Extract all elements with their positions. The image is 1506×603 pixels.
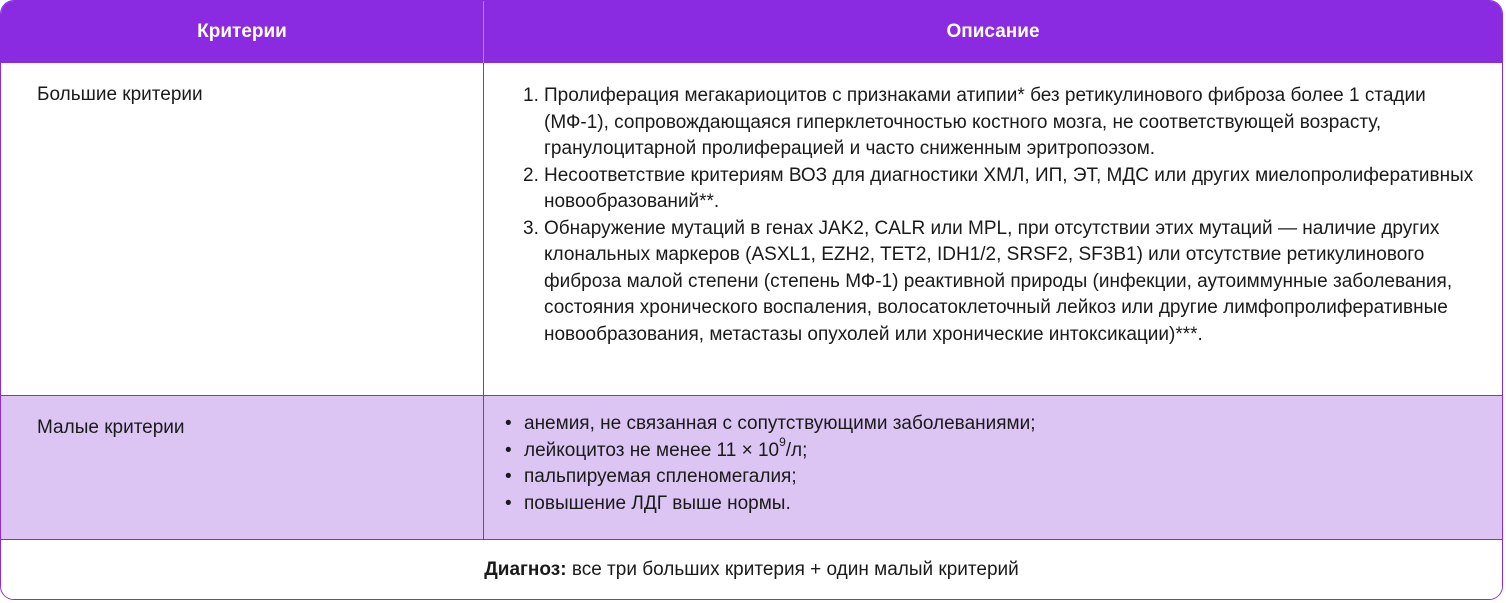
item-text: Пролиферация мегакариоцитов с признаками атипии* без ретикулинового фиброза более 1 стадии (МФ-1), сопровождающаяся гиперклеточностью костного мозга, не соответствующей возрасту, гранулоцитарной пролиферацией и часто сниженным эритропоэзом. — [544, 85, 1426, 159]
exponent: 9 — [779, 435, 786, 450]
item-text: Несоответствие критериям ВОЗ для диагностики ХМЛ, ИП, ЭТ, МДС или других миелопролиферативных новообразований**. — [544, 164, 1474, 212]
list-item — [523, 216, 1492, 349]
diagnosis-label: Диагноз: — [484, 559, 567, 580]
list-item — [523, 83, 1492, 163]
header-description: Описание — [946, 21, 1040, 42]
major-criteria-list — [484, 63, 1502, 348]
minor-criteria-list — [484, 396, 1502, 517]
list-item — [503, 491, 1492, 518]
table-header — [1, 1, 1502, 63]
bullet-icon: • — [505, 413, 512, 434]
table-row-minor — [1, 396, 1502, 540]
bullet-icon: • — [505, 439, 512, 461]
header-criteria: Критерии — [1, 1, 484, 63]
bullet-icon: • — [505, 492, 512, 514]
item-text: повышение ЛДГ выше нормы. — [524, 492, 791, 514]
minor-criteria-description — [484, 396, 1502, 539]
item-text: лейкоцитоз не менее 11 × 10 — [524, 439, 780, 461]
diagnosis-text: все три больших критерия + один малый критерий — [566, 559, 1019, 580]
major-criteria-description — [484, 63, 1502, 395]
list-item — [503, 464, 1492, 491]
item-text-suffix: /л; — [785, 439, 808, 461]
item-text: пальпируемая спленомегалия; — [524, 466, 797, 487]
item-number: 1. — [523, 85, 539, 106]
minor-criteria-label: Малые критерии — [1, 396, 484, 539]
list-item — [503, 411, 1492, 438]
item-text: Обнаружение мутаций в генах JAK2, CALR или MPL, при отсутствии этих мутаций — наличие других клональных маркеров (ASXL1, EZH2, TET2, IDH1/2, SRSF2, SF3B1) или отсутствие ретикулинового фиброза малой степени (степень МФ-1) реактивной природы (инфекции, аутоиммунные заболевания, состояния хронического воспаления, волосатоклеточный лейкоз или другие лимфопролиферативные новообразования, метастазы опухолей или хронические интоксикации)***. — [544, 217, 1453, 345]
major-criteria-label: Большие критерии — [1, 63, 484, 395]
item-text: анемия, не связанная с сопутствующими заболеваниями; — [524, 413, 1036, 434]
table-row-major — [1, 63, 1502, 396]
list-item — [503, 435, 1492, 465]
bullet-icon: • — [505, 466, 512, 487]
list-item — [523, 163, 1492, 216]
item-number: 3. — [523, 217, 539, 239]
diagnosis-row — [1, 540, 1502, 600]
item-number: 2. — [523, 164, 539, 186]
